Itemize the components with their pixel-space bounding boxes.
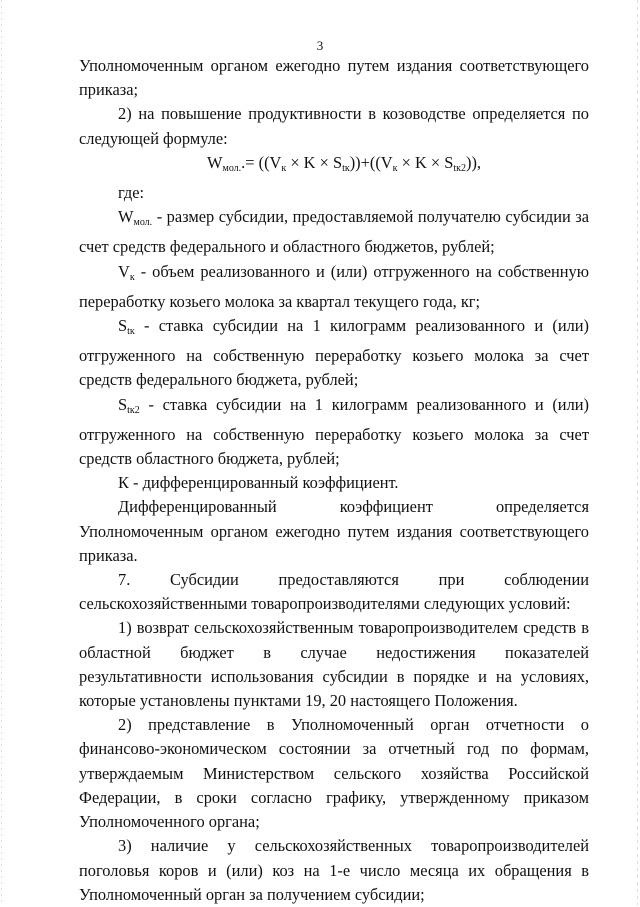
symbol: V bbox=[118, 261, 130, 281]
symbol: S bbox=[118, 394, 128, 414]
formula-lhs-subscript: мол. bbox=[222, 162, 242, 174]
definition-text: - ставка субсидии на 1 килограмм реализованного и (или) отгруженного на собственную переработку козьего молока за счет средств областного бюджета, рублей; bbox=[79, 394, 589, 469]
formula-subscript: tк bbox=[342, 162, 350, 174]
document-body bbox=[79, 54, 589, 907]
formula-subscript: к bbox=[281, 162, 287, 174]
condition-3: 3) наличие у сельскохозяйственных товаропроизводителей поголовья коров и (или) коз на 1-е число месяца их обращения в Уполномоченный орган за получением субсидии; bbox=[79, 836, 589, 904]
formula bbox=[79, 151, 589, 181]
formula-subscript: tк2 bbox=[453, 162, 466, 174]
definition-s1 bbox=[79, 314, 589, 393]
symbol-subscript: к bbox=[129, 271, 135, 283]
page-number: 3 bbox=[316, 38, 324, 53]
definition-text: - объем реализованного и (или) отгруженного на собственную переработку козьего молока за квартал текущего года, кг; bbox=[79, 261, 589, 311]
formula-text: × K × S bbox=[397, 152, 454, 172]
scan-edge-right bbox=[637, 0, 638, 905]
paragraph: Уполномоченным органом ежегодно путем издания соответствующего приказа; bbox=[79, 56, 589, 100]
symbol-subscript: tк bbox=[127, 326, 135, 338]
formula-text: × K × S bbox=[286, 152, 343, 172]
symbol-subscript: мол. bbox=[133, 217, 153, 229]
formula-text: )), bbox=[465, 152, 481, 172]
definition-s2 bbox=[79, 393, 589, 472]
formula-text: ))+((V bbox=[349, 152, 393, 172]
definition-text: - размер субсидии, предоставляемой получателю субсидии за счет средств федерального и областного бюджетов, рублей; bbox=[79, 207, 589, 257]
condition-2: 2) представление в Уполномоченный орган отчетности о финансово-экономическом состоянии за отчетный год по формам, утверждаемым Министерством сельского хозяйства Российской Федерации, в сроки согласно графику, утвержденному приказом Уполномоченного органа; bbox=[79, 715, 589, 832]
scan-edge-left bbox=[1, 0, 2, 905]
definition-v bbox=[79, 260, 589, 314]
formula-subscript: к bbox=[392, 162, 398, 174]
definition-k: К - дифференцированный коэффициент. bbox=[118, 473, 399, 493]
condition-1: 1) возврат сельскохозяйственным товаропроизводителем средств в областной бюджет в случае недостижения показателей результативности использования субсидии в порядке и на условиях, которые установлены пунктами 19, 20 настоящего Положения. bbox=[79, 618, 589, 711]
formula-lhs-symbol: W bbox=[207, 152, 223, 172]
symbol-subscript: tк2 bbox=[127, 404, 140, 416]
definition-text: - ставка субсидии на 1 килограмм реализованного и (или) отгруженного на собственную переработку козьего молока за счет средств федерального бюджета, рублей; bbox=[79, 316, 589, 390]
symbol: W bbox=[118, 207, 134, 227]
clause-7: 7. Субсидии предоставляются при соблюдении сельскохозяйственными товаропроизводителями следующих условий: bbox=[79, 570, 589, 614]
definition-w bbox=[79, 205, 589, 259]
symbol: S bbox=[118, 316, 128, 336]
paragraph: 2) на повышение продуктивности в козоводстве определяется по следующей формуле: bbox=[79, 104, 589, 148]
formula-text: .= ((V bbox=[241, 152, 282, 172]
paragraph: где: bbox=[118, 183, 145, 203]
paragraph: Дифференцированный коэффициент определяется Уполномоченным органом ежегодно путем издания соответствующего приказа. bbox=[79, 497, 589, 565]
